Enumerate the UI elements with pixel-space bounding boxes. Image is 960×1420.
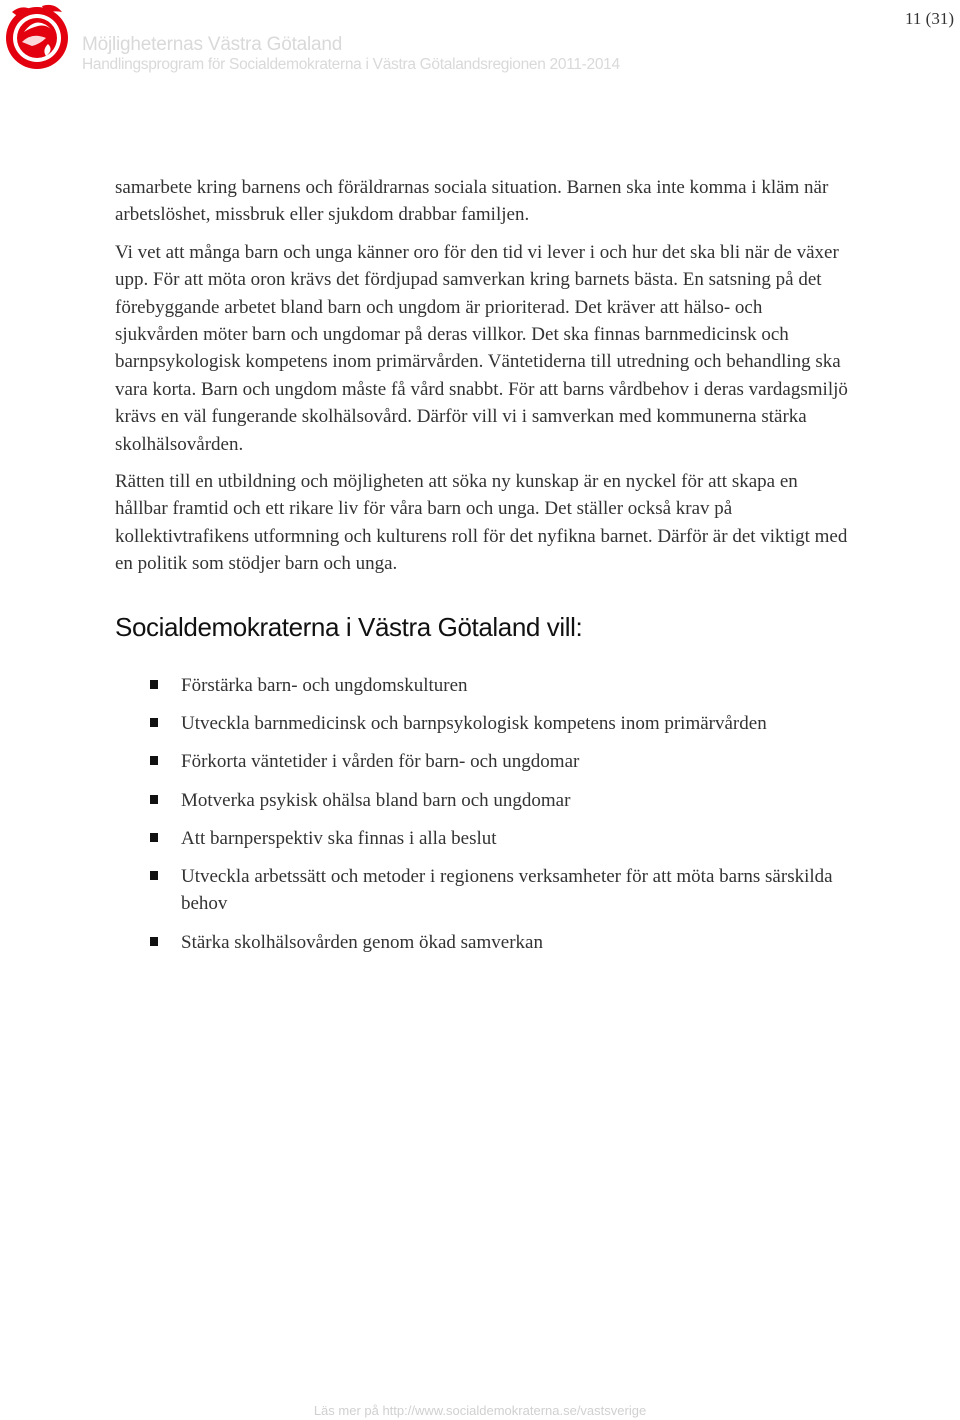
list-item — [150, 863, 850, 918]
list-item-text: Utveckla arbetssätt och metoder i regionens verksamheter för att möta barns särskilda behov — [181, 866, 833, 915]
list-item-text: Att barnperspektiv ska finnas i alla beslut — [181, 827, 497, 849]
list-item — [150, 710, 850, 737]
square-bullet-icon — [150, 680, 158, 689]
square-bullet-icon — [150, 795, 158, 804]
square-bullet-icon — [150, 871, 158, 880]
paragraph: Rätten till en utbildning och möjligheten att söka ny kunskap är en nyckel för att skapa en hållbar framtid och ett rikare liv för våra barn och unga. Det ställer också krav på kollektivtrafikens utformning och kulturens roll för det nyfikna barnet. Därför är det viktigt med en politik som stödjer barn och unga. — [115, 471, 848, 575]
list-item — [150, 929, 850, 956]
list-item-text: Utveckla barnmedicinsk och barnpsykologisk kompetens inom primärvården — [181, 713, 767, 735]
document-title: Möjligheternas Västra Götaland — [82, 34, 343, 55]
square-bullet-icon — [150, 756, 158, 765]
list-item — [150, 825, 850, 852]
list-item — [150, 672, 850, 699]
list-item — [150, 748, 850, 775]
list-item — [150, 787, 850, 814]
list-item-text: Förkorta väntetider i vården för barn- och ungdomar — [181, 751, 580, 773]
rose-logo-icon — [2, 2, 72, 72]
list-item-text: Stärka skolhälsovården genom ökad samverkan — [181, 931, 543, 953]
list-item-text: Förstärka barn- och ungdomskulturen — [181, 675, 468, 696]
square-bullet-icon — [150, 833, 158, 842]
document-body — [115, 174, 850, 644]
document-subtitle: Handlingsprogram för Socialdemokraterna i Västra Götalandsregionen 2011-2014 — [82, 56, 620, 73]
square-bullet-icon — [150, 937, 158, 946]
paragraph: samarbete kring barnens och föräldrarnas sociala situation. Barnen ska inte komma i kläm när arbetslöshet, missbruk eller sjukdom drabbar familjen. — [115, 177, 829, 226]
paragraph: Vi vet att många barn och unga känner oro för den tid vi lever i och hur det ska bli när de växer upp. För att möta oron krävs det fördjupad samverkan kring barnets bästa. En satsning på det förebyggande arbetet bland barn och ungdom är prioriterad. Det kräver att hälso- och sjukvården möter barn och ungdomar på deras villkor. Det ska finnas barnmedicinsk och barnpsykologisk kompetens inom primärvården. Väntetiderna till utredning och behandling ska vara korta. Barn och ungdom måste få vård snabbt. För att barns vårdbehov i deras vardagsmiljö krävs en väl fungerande skolhälsovård. Därför vill vi i samverkan med kommunerna stärka skolhälsovården. — [115, 241, 848, 455]
bullet-list — [150, 672, 850, 956]
list-item-text: Motverka psykisk ohälsa bland barn och ungdomar — [181, 789, 571, 811]
section-heading: Socialdemokraterna i Västra Götaland vill: — [115, 611, 583, 642]
square-bullet-icon — [150, 718, 158, 727]
page-number: 11 (31) — [905, 9, 954, 28]
footer-link[interactable]: Läs mer på http://www.socialdemokraterna.se/vastsverige — [313, 1403, 647, 1418]
